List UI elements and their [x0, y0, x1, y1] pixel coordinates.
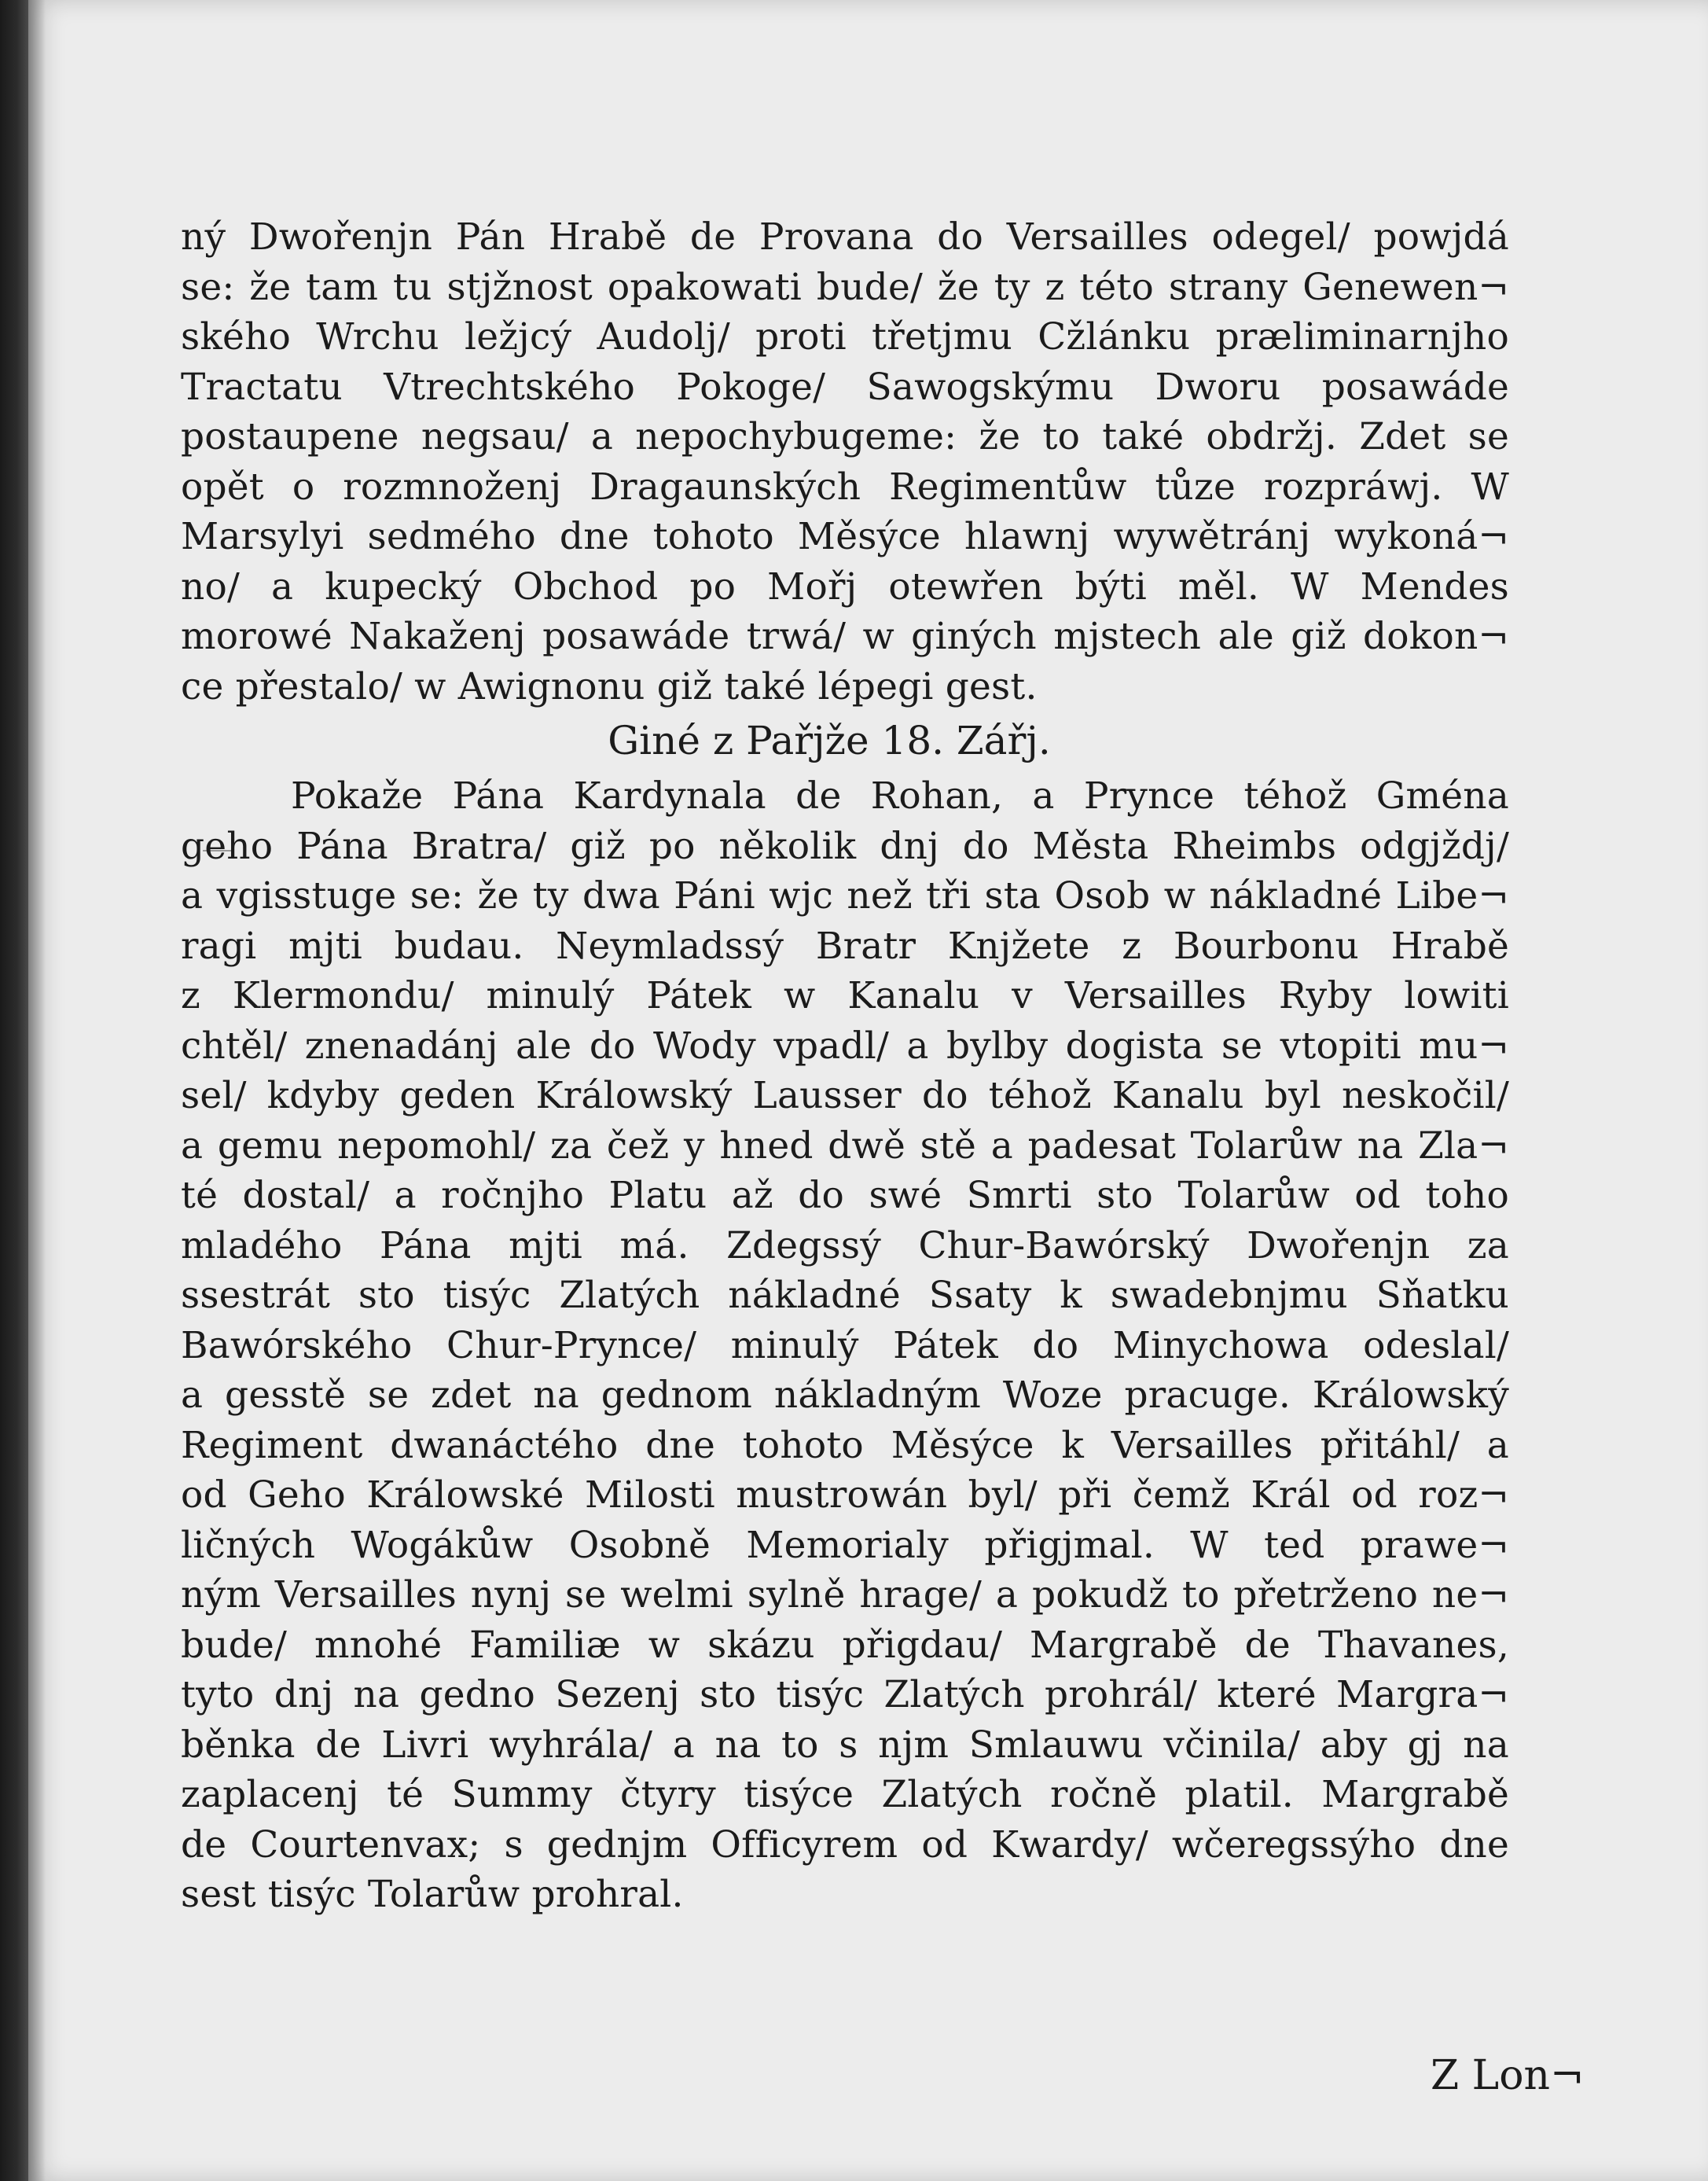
page-gutter-shadow	[28, 0, 46, 2181]
text-line: ce přestalo/ w Awignonu giž také lépegi gest.	[181, 664, 1038, 708]
text-line: sel/ kdyby geden Králowský Lausser do téhož Kanalu byl neskočil/	[181, 1074, 1509, 1117]
text-line: chtěl/ znenadánj ale do Wody vpadl/ a bylby dogista se vtopiti mu¬	[181, 1024, 1509, 1068]
text-line: Regiment dwanáctého dne tohoto Měsýce k Versailles přitáhl/ a	[181, 1423, 1509, 1467]
text-line: běnka de Livri wyhrála/ a na to s njm Smlauwu včinila/ aby gj na	[181, 1723, 1509, 1767]
text-line: Marsylyi sedmého dne tohoto Měsýce hlawnj wywětránj wykoná¬	[181, 515, 1509, 558]
text-line: se: že tam tu stjžnost opakowati bude/ že ty z této strany Genewen¬	[181, 265, 1509, 309]
text-line: Tractatu Vtrechtského Pokoge/ Sawogskýmu Dworu posawáde	[181, 365, 1509, 409]
text-line: ssestrát sto tisýc Zlatých nákladné Ssaty k swadebnjmu Sňatku	[181, 1274, 1509, 1317]
text-line: Bawórského Chur-Prynce/ minulý Pátek do Minychowa odeslal/	[181, 1323, 1509, 1367]
text-line: ný Dwořenjn Pán Hrabě de Provana do Versailles odegel/ powjdá	[181, 215, 1509, 259]
text-line: ragi mjti budau. Neymladssý Bratr Knjžete z Bourbonu Hrabě	[181, 924, 1509, 968]
text-line: geho Pána Bratra/ giž po několik dnj do Města Rheimbs odgjždj/	[181, 824, 1509, 868]
text-line: z Klermondu/ minulý Pátek w Kanalu v Versailles Ryby lowiti	[181, 974, 1509, 1017]
scan-dark-edge	[0, 0, 28, 2181]
text-line: Pokaže Pána Kardynala de Rohan, a Prynce téhož Gména	[291, 774, 1509, 818]
text-line: ličných Wogákůw Osobně Memorialy přigjmal. W ted prawe¬	[181, 1523, 1509, 1567]
text-line: a vgisstuge se: že ty dwa Páni wjc než tři sta Osob w nákladné Libe¬	[181, 874, 1509, 918]
text-line: té dostal/ a ročnjho Platu až do swé Smrti sto Tolarůw od toho	[181, 1174, 1509, 1217]
page-text	[181, 212, 1509, 1920]
paragraph-2	[181, 771, 1509, 1920]
text-line: opět o rozmnoženj Dragaunských Regimentůw tůze rozpráwj. W	[181, 465, 1509, 509]
text-line: zaplacenj té Summy čtyry tisýce Zlatých ročně platil. Margrabě	[181, 1773, 1509, 1816]
text-line: sest tisýc Tolarůw prohral.	[181, 1873, 684, 1916]
text-line: postaupene negsau/ a nepochybugeme: že to také obdržj. Zdet se	[181, 415, 1509, 458]
catchword: Z Lon¬	[1431, 2052, 1585, 2099]
text-line: a gesstě se zdet na gednom nákladným Woze pracuge. Králowský	[181, 1374, 1509, 1417]
paragraph-1	[181, 212, 1509, 712]
text-line: ského Wrchu ležjcý Audolj/ proti třetjmu Cžlánku præliminarnjho	[181, 315, 1509, 359]
text-line: ným Versailles nynj se welmi sylně hrage/ a pokudž to přetrženo ne¬	[181, 1573, 1509, 1616]
text-line: tyto dnj na gedno Sezenj sto tisýc Zlatých prohrál/ které Margra¬	[181, 1673, 1509, 1716]
text-line: bude/ mnohé Familiæ w skázu přigdau/ Margrabě de Thavanes,	[181, 1623, 1509, 1667]
text-line: morowé Nakaženj posawáde trwá/ w giných mjstech ale giž dokon¬	[181, 615, 1509, 658]
text-line: no/ a kupecký Obchod po Mořj otewřen býti měl. W Mendes	[181, 565, 1509, 609]
section-heading: Giné z Pařjže 18. Zářj.	[608, 718, 1051, 763]
text-line: mladého Pána mjti má. Zdegssý Chur-Bawórský Dwořenjn za	[181, 1223, 1509, 1267]
text-line: de Courtenvax; s gednjm Officyrem od Kwardy/ wčeregssýho dne	[181, 1822, 1509, 1867]
text-line: a gemu nepomohl/ za čež y hned dwě stě a padesat Tolarůw na Zla¬	[181, 1124, 1509, 1168]
text-line: od Geho Králowské Milosti mustrowán byl/ při čemž Král od roz¬	[181, 1473, 1509, 1517]
